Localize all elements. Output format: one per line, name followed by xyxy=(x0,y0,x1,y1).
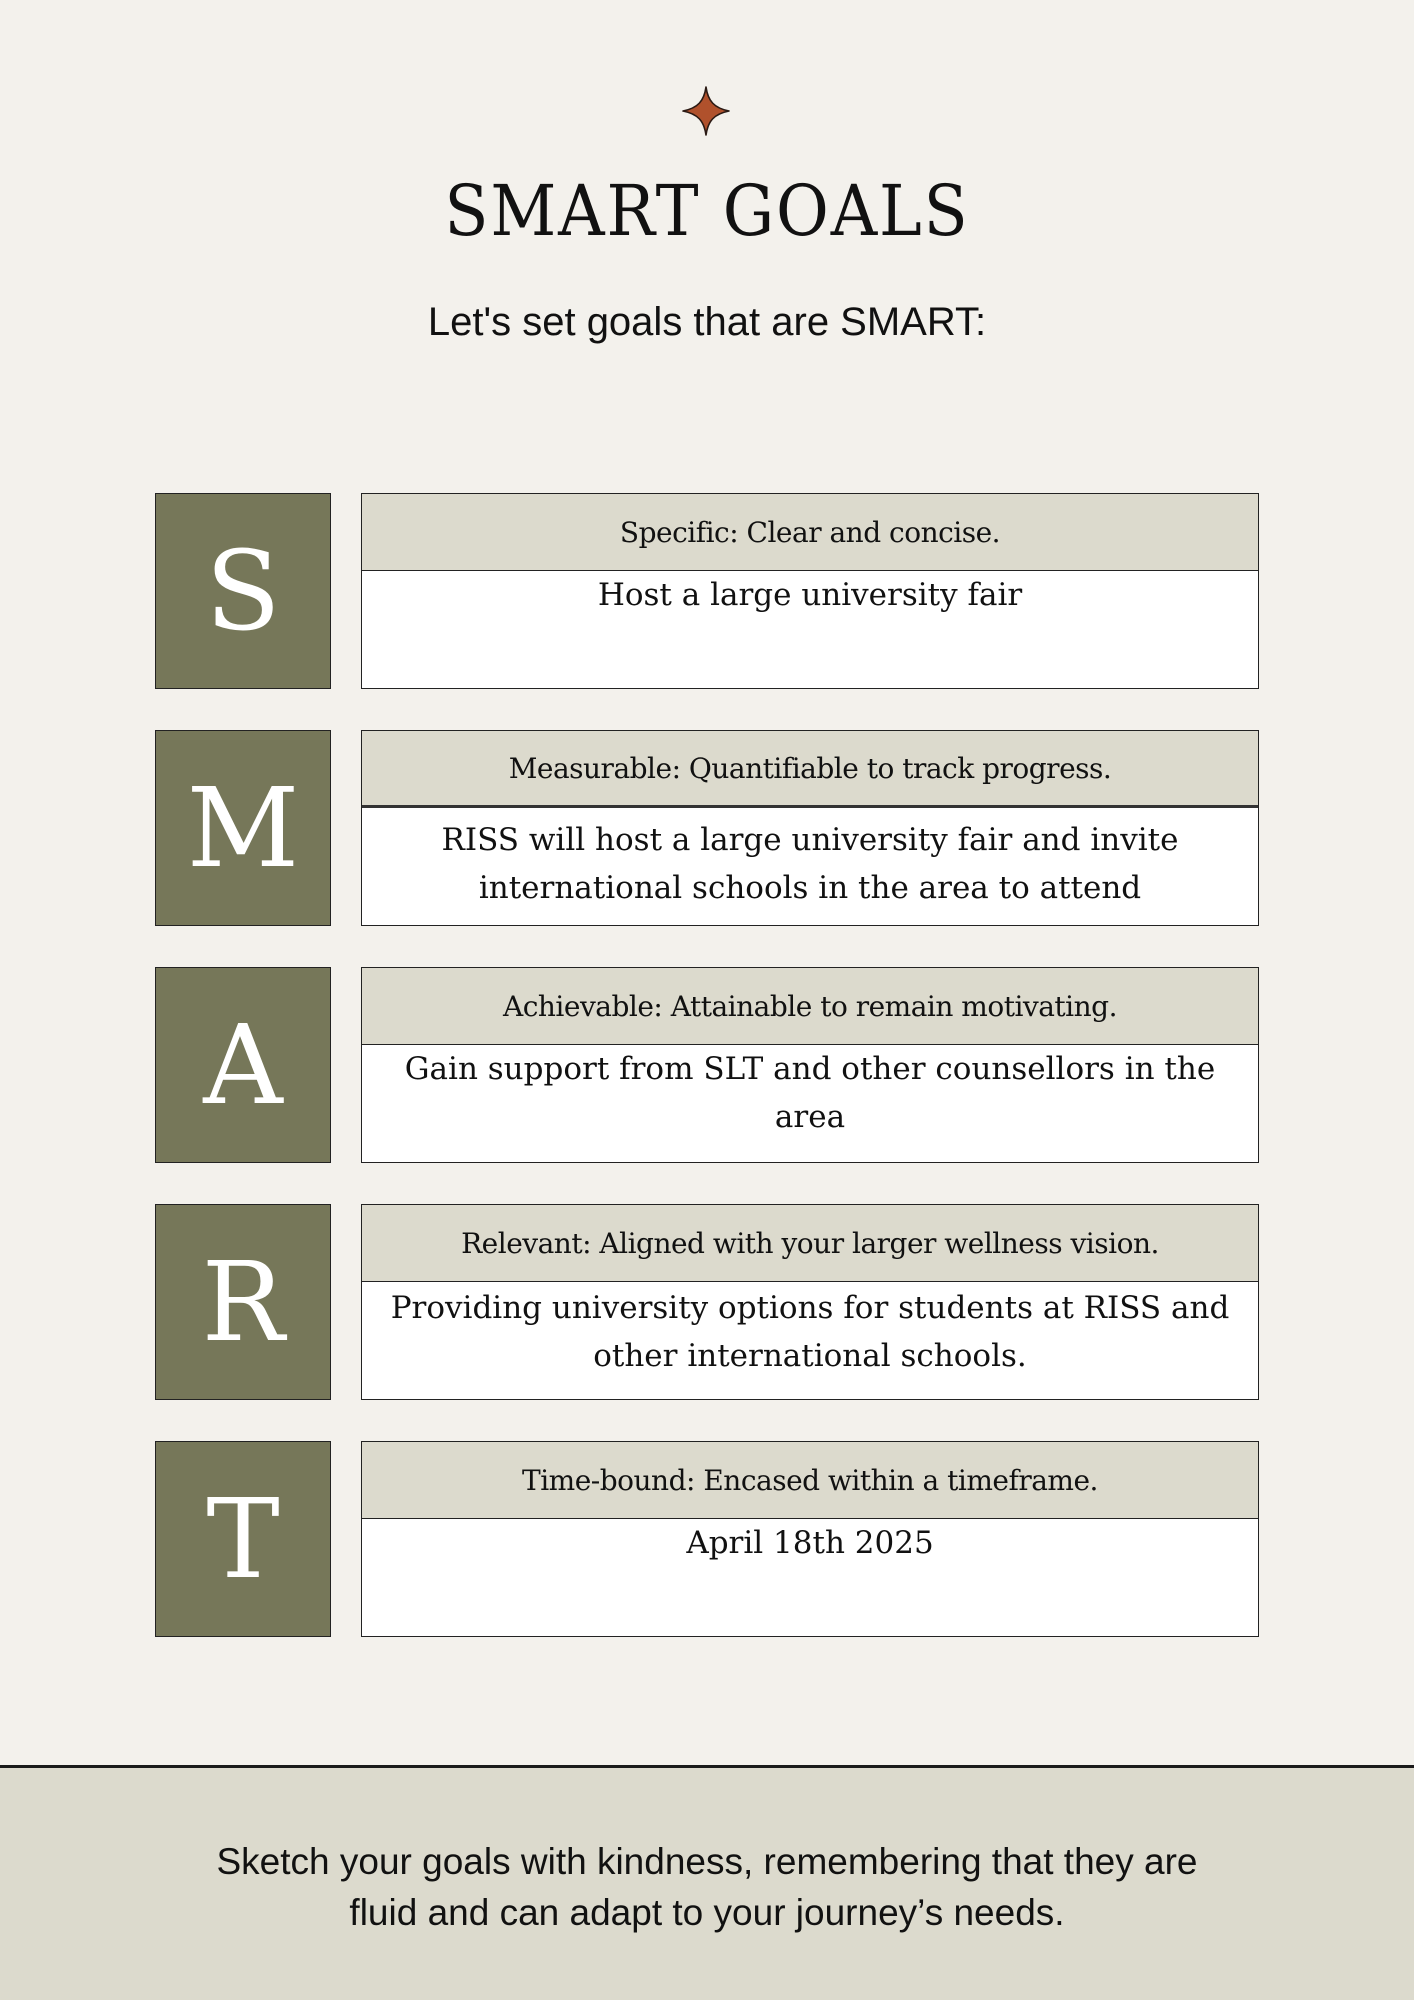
goal-text: Host a large university fair xyxy=(597,577,1023,613)
letter-box: S xyxy=(155,493,331,689)
goal-card xyxy=(361,1204,1259,1400)
goal-heading: Time-bound: Encased within a timeframe. xyxy=(362,1442,1258,1519)
footer-message xyxy=(0,1836,1414,1938)
goal-row-achievable xyxy=(155,967,1259,1165)
goal-text: April 18th 2025 xyxy=(686,1525,934,1561)
page-subtitle: Let's set goals that are SMART: xyxy=(427,300,987,344)
letter-box: A xyxy=(155,967,331,1163)
four-point-star-icon xyxy=(680,85,732,137)
goal-row-measurable xyxy=(155,730,1259,928)
letter-box: T xyxy=(155,1441,331,1637)
goal-card xyxy=(361,493,1259,689)
goal-row-specific xyxy=(155,493,1259,691)
goal-row-time-bound xyxy=(155,1441,1259,1639)
letter-box: R xyxy=(155,1204,331,1400)
goal-text: Providing university options for students at RISS and other international schools. xyxy=(390,1290,1230,1374)
goal-card xyxy=(361,1441,1259,1637)
goal-row-relevant xyxy=(155,1204,1259,1402)
page-title: SMART GOALS xyxy=(444,170,970,252)
goal-text: Gain support from SLT and other counsellors in the area xyxy=(404,1051,1216,1135)
footer-line: fluid and can adapt to your journey’s needs. xyxy=(349,1892,1065,1933)
goal-heading: Measurable: Quantifiable to track progress. xyxy=(362,731,1258,808)
goal-heading: Achievable: Attainable to remain motivating. xyxy=(362,968,1258,1045)
goal-card xyxy=(361,730,1259,926)
footer-line: Sketch your goals with kindness, remembering that they are xyxy=(216,1841,1198,1882)
goal-heading: Relevant: Aligned with your larger wellness vision. xyxy=(362,1205,1258,1282)
goal-heading: Specific: Clear and concise. xyxy=(362,494,1258,571)
footer-banner xyxy=(0,1765,1414,2000)
goal-card xyxy=(361,967,1259,1163)
letter-box: M xyxy=(155,730,331,926)
goal-text: RISS will host a large university fair and invite international schools in the area to attend xyxy=(441,822,1179,906)
